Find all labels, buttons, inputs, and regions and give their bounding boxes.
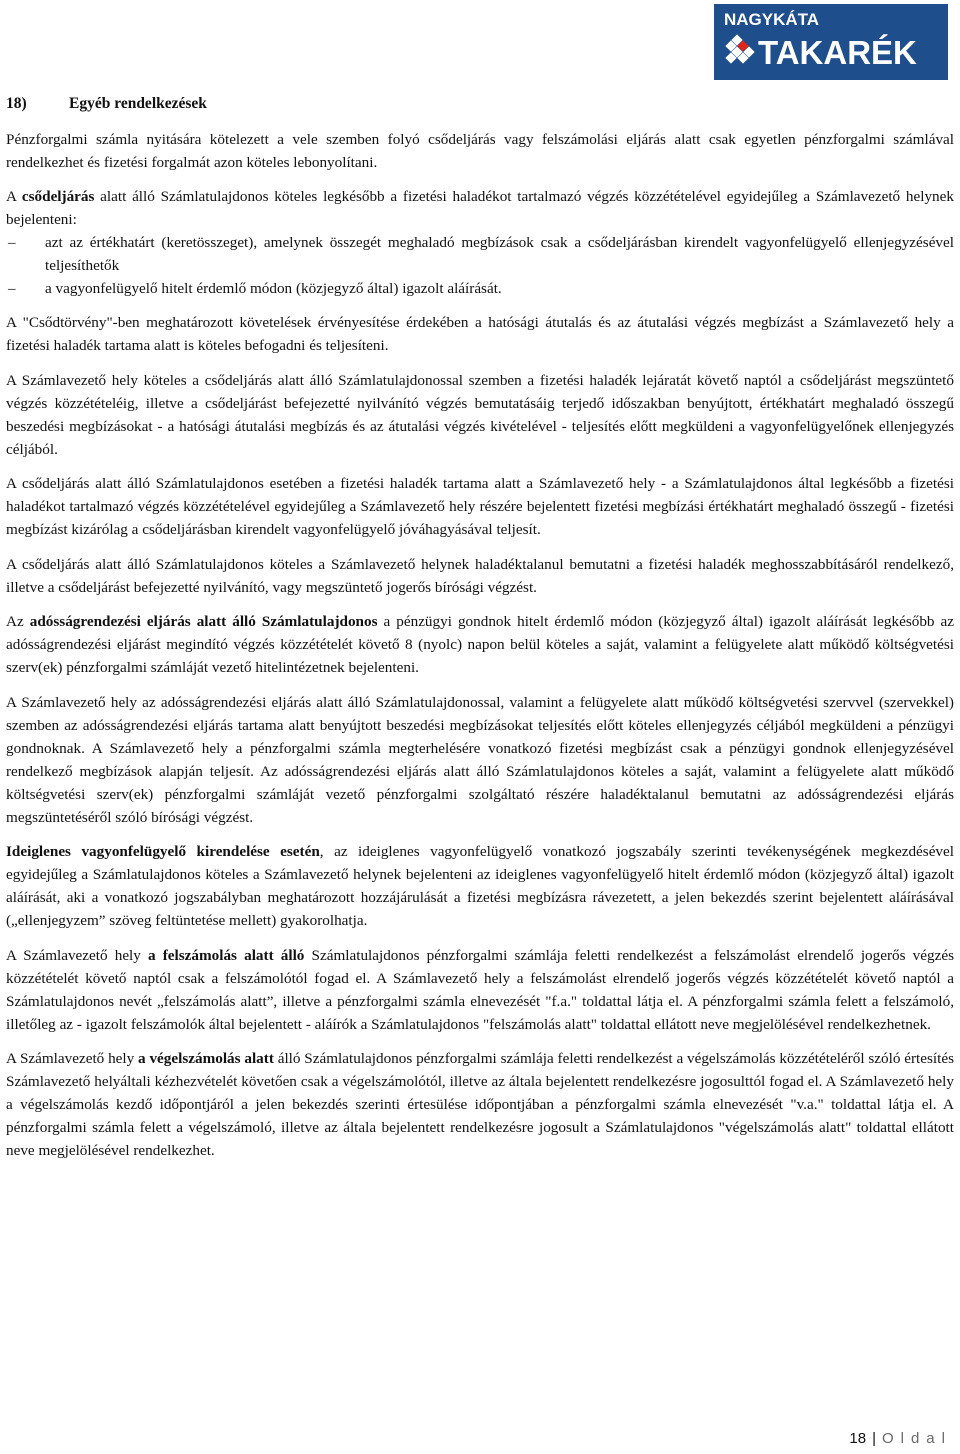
- paragraph-5: A csődeljárás alatt álló Számlatulajdonos esetében a fizetési haladék tartama alatt a Számlavezető hely - a Számlatulajdonos által legkésőbb a fizetési haladékot tartalmazó végzés közzétételével egyidejűleg a Számlavezető hely részére bejelentett fizetési megbízási értékhatárt meghaladó összegű - fizetési megbízást kizárólag a csődeljárásban kirendelt vagyonfelügyelő jóváhagyásával teljesít.: [6, 475, 954, 538]
- paragraph-10-text: Számlatulajdonos pénzforgalmi számlája feletti rendelkezést a felszámolást elrendelő jogerős végzés közzétételét követő naptól csak a felszámolótól fogad el. A Számlavezető hely a felszámolást elrendelő jogerős végzés közzétételét követő naptól a Számlatulajdonos nevét „felszámolás alatt”, illetve a pénzforgalmi számla elnevezését "f.a." toldattal látja el. A pénzforgalmi számla felett a felszámoló, illetőleg az - igazolt felszámolók által bejelentett - aláírók a Számlatulajdonos "felszámolás alatt" toldattal ellátott neve megjelölésével rendelkezhetnek.: [6, 946, 954, 1033]
- dash-bullet: –: [8, 280, 16, 297]
- requirements-list: [6, 231, 954, 300]
- paragraph-10: [6, 944, 954, 1036]
- paragraph-9-bold: Ideiglenes vagyonfelügyelő kirendelése esetén: [6, 843, 320, 860]
- paragraph-2: [6, 185, 954, 231]
- section-title: Egyéb rendelkezések: [69, 95, 207, 112]
- list-item-text: a vagyonfelügyelő hitelt érdemlő módon (közjegyző által) igazolt aláírását.: [45, 280, 502, 297]
- paragraph-11-bold: a végelszámolás alatt: [138, 1050, 274, 1067]
- document-body: [6, 128, 954, 1162]
- paragraph-4: A Számlavezető hely köteles a csődeljárás alatt álló Számlatulajdonossal szemben a fizetési haladék lejáratát követő naptól a csődeljárást megszüntető végzés közzétételéig, illetve a csődeljárást befejezetté nyilvánító végzés bemutatásáig terjedő időszakban benyújtott, értékhatárt meghaladó összegű beszedési megbízásokat - a hatósági átutalási megbízás és az átutalási végzés kivételével - teljesítés előtt megküldeni a vagyonfelügyelőnek ellenjegyzés céljából.: [6, 371, 954, 458]
- page-number: 18: [849, 1430, 867, 1447]
- paragraph-11-text: álló Számlatulajdonos pénzforgalmi számlája feletti rendelkezést a végelszámolás közzétételéről szóló értesítés Számlavezető helyáltali kézhezvételét követően csak a végelszámolótól, illetve az általa bejelentett rendelkezésre jogosulttól fogad el. A Számlavezető hely a végelszámolás kezdő időpontjáról a jelen bekezdés szerinti értesülése időpontjában a pénzforgalmi számla elnevezését "v.a." toldattal látja el. A pénzforgalmi számla felett a végelszámoló, illetve az általa bejelentett rendelkezésre jogosult a Számlatulajdonos "végelszámolás alatt" toldattal ellátott neve megjelölésével rendelkezhet.: [6, 1050, 954, 1159]
- logo-top-text: NAGYKÁTA: [724, 10, 820, 29]
- paragraph-2-text: A: [6, 188, 22, 205]
- paragraph-2-bold: csődeljárás: [21, 188, 95, 205]
- list-item-text: azt az értékhatárt (keretösszeget), amelynek összegét meghaladó megbízások csak a csődeljárásban kirendelt vagyonfelügyelő ellenjegyzésével teljesíthetők: [45, 234, 954, 274]
- paragraph-10-text: A Számlavezető hely: [6, 946, 149, 964]
- paragraph-8: A Számlavezető hely az adósságrendezési eljárás alatt álló Számlatulajdonossal, valamint a felügyelete alatt működő költségvetési szervvel (szervekkel) szemben az adósságrendezési eljárás tartama alatt benyújtott beszedési megbízásokat teljesítés előtt köteles ellenjegyzés céljából megküldeni a pénzügyi gondnoknak. A Számlavezető hely a pénzforgalmi számla megterhelésére vonatkozó fizetési megbízást csak a pénzügyi gondnok ellenjegyzésével rendelkező megbízások alapján teljesít. Az adósságrendezési eljárás alatt álló Számlatulajdonos köteles a saját, valamint a felügyelete alatt működő költségvetési szerv(ek) pénzforgalmi számláját vezető pénzforgalmi szolgáltató részére haladéktalanul bemutatni az adósságrendezési eljárás megszüntetéséről szóló bírósági végzést.: [6, 693, 954, 826]
- paragraph-7: [6, 610, 954, 679]
- logo-graphic: [714, 4, 948, 80]
- paragraph-7-text: a pénzügyi gondnok hitelt érdemlő módon (közjegyző által) igazolt aláírását legkésőbb az adósságrendezési eljárást megindító végzés közzétételét követő 8 (nyolc) napon belül köteles a saját, valamint a felügyelete alatt működő költségvetési szerv(ek) pénzforgalmi számláját vezető hitelintézetnek bejelenteni.: [6, 613, 954, 676]
- list-item: [6, 231, 954, 277]
- company-logo: [714, 4, 948, 80]
- list-item: [6, 277, 954, 300]
- dash-bullet: –: [8, 234, 16, 251]
- paragraph-1: Pénzforgalmi számla nyitására kötelezett a vele szemben folyó csődeljárás vagy felszámolási eljárás alatt csak egyetlen pénzforgalmi számlával rendelkezhet és fizetési forgalmát azon köteles lebonyolítani.: [6, 131, 954, 171]
- paragraph-11: [6, 1047, 954, 1162]
- paragraph-6: A csődeljárás alatt álló Számlatulajdonos köteles a Számlavezető helynek haladéktalanul bemutatni a fizetési haladék meghosszabbításáról rendelkező, illetve a csődeljárást befejezetté nyilvánító, vagy megszüntető jogerős bírósági végzést.: [6, 555, 954, 596]
- paragraph-9: [6, 840, 954, 932]
- paragraph-7-text: Az: [6, 613, 30, 630]
- page-word: Oldal: [881, 1430, 952, 1447]
- paragraph-9-text: , az ideiglenes vagyonfelügyelő vonatkozó jogszabály szerinti tevékenységének megkezdésével egyidejűleg a Számlatulajdonos köteles a Számlavezető helynek bejelenteni az ideiglenes vagyonfelügyelő hitelt érdemlő módon (közjegyző által) igazolt aláírását, aki a vonatkozó jogszabályban meghatározott hozzájárulását a fizetési megbízásra rávezetett, a jelen bekezdés szerint bejelentett aláírásával („ellenjegyzem” szöveg feltüntetése mellett) gyakorolhatja.: [6, 843, 954, 929]
- paragraph-7-bold: adósságrendezési eljárás alatt álló Számlatulajdonos: [29, 613, 378, 630]
- paragraph-11-text: A Számlavezető hely: [6, 1050, 139, 1067]
- footer-separator: |: [872, 1430, 876, 1447]
- logo-main-text: TAKARÉK: [758, 34, 917, 71]
- paragraph-3: A "Csődtörvény"-ben meghatározott követelések érvényesítése érdekében a hatósági átutalás és az átutalási végzés megbízást a Számlavezető hely a fizetési haladék tartama alatt is köteles befogadni és teljesíteni.: [6, 314, 954, 354]
- section-number: 18): [6, 95, 27, 112]
- page-footer: [849, 1430, 952, 1447]
- section-heading: [6, 95, 207, 113]
- paragraph-2-text: alatt álló Számlatulajdonos köteles legkésőbb a fizetési haladékot tartalmazó végzés közzétételével egyidejűleg a Számlavezető helynek bejelenteni:: [6, 188, 954, 228]
- paragraph-10-bold: a felszámolás alatt álló: [148, 946, 305, 964]
